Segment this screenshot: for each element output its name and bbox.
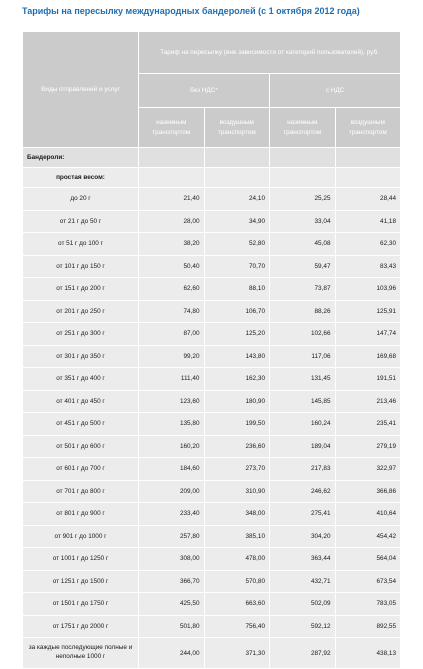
value-ground-vat: 189,04 — [270, 435, 336, 458]
table-row — [23, 593, 401, 616]
value-ground-vat: 45,08 — [270, 233, 336, 256]
section-label-parcels: Бандероли: — [23, 148, 139, 168]
header-with-vat: с НДС — [270, 74, 401, 108]
table-row — [23, 390, 401, 413]
header-ground-2: наземным транспортом — [270, 108, 336, 148]
value-ground-no-vat: 74,80 — [139, 300, 205, 323]
tariff-table — [22, 31, 401, 669]
value-ground-no-vat: 233,40 — [139, 503, 205, 526]
value-air-vat: 191,51 — [335, 368, 401, 391]
value-air-no-vat: 125,20 — [204, 323, 270, 346]
value-ground-no-vat: 160,20 — [139, 435, 205, 458]
row-label: от 1251 г до 1500 г — [23, 570, 139, 593]
value-air-vat: 103,96 — [335, 278, 401, 301]
value-air-vat: 366,86 — [335, 480, 401, 503]
table-row — [23, 233, 401, 256]
value-air-no-vat: 385,10 — [204, 525, 270, 548]
value-ground-no-vat: 244,00 — [139, 638, 205, 669]
row-label: от 201 г до 250 г — [23, 300, 139, 323]
value-ground-vat: 25,25 — [270, 188, 336, 211]
value-air-vat: 62,30 — [335, 233, 401, 256]
value-ground-no-vat: 87,00 — [139, 323, 205, 346]
value-ground-no-vat: 99,20 — [139, 345, 205, 368]
value-ground-no-vat: 28,00 — [139, 210, 205, 233]
value-ground-no-vat: 21,40 — [139, 188, 205, 211]
table-row — [23, 480, 401, 503]
value-air-no-vat: 199,50 — [204, 413, 270, 436]
row-label: от 701 г до 800 г — [23, 480, 139, 503]
value-ground-no-vat: 366,70 — [139, 570, 205, 593]
value-air-vat: 438,13 — [335, 638, 401, 669]
table-row — [23, 188, 401, 211]
value-air-no-vat: 143,80 — [204, 345, 270, 368]
row-label: от 301 г до 350 г — [23, 345, 139, 368]
value-ground-vat: 363,44 — [270, 548, 336, 571]
value-air-no-vat: 70,70 — [204, 255, 270, 278]
value-ground-vat: 304,20 — [270, 525, 336, 548]
value-ground-no-vat: 501,80 — [139, 615, 205, 638]
value-air-vat: 564,04 — [335, 548, 401, 571]
value-ground-vat: 88,26 — [270, 300, 336, 323]
value-ground-vat: 160,24 — [270, 413, 336, 436]
value-air-no-vat: 236,60 — [204, 435, 270, 458]
table-row — [23, 323, 401, 346]
table-row — [23, 548, 401, 571]
value-air-vat: 892,55 — [335, 615, 401, 638]
row-label: от 251 г до 300 г — [23, 323, 139, 346]
row-label: от 401 г до 450 г — [23, 390, 139, 413]
row-label: от 801 г до 900 г — [23, 503, 139, 526]
value-air-vat: 783,05 — [335, 593, 401, 616]
value-air-vat: 322,97 — [335, 458, 401, 481]
value-ground-vat: 131,45 — [270, 368, 336, 391]
header-air-2: воздушным транспортом — [335, 108, 401, 148]
row-label: до 20 г — [23, 188, 139, 211]
value-air-no-vat: 34,90 — [204, 210, 270, 233]
value-ground-no-vat: 209,00 — [139, 480, 205, 503]
value-air-no-vat: 162,30 — [204, 368, 270, 391]
section-label-simple: простая весом: — [23, 168, 139, 188]
row-label: от 1751 г до 2000 г — [23, 615, 139, 638]
row-label: от 21 г до 50 г — [23, 210, 139, 233]
table-row — [23, 458, 401, 481]
value-air-vat: 169,68 — [335, 345, 401, 368]
value-ground-vat: 102,66 — [270, 323, 336, 346]
value-ground-vat: 275,41 — [270, 503, 336, 526]
value-air-vat: 279,19 — [335, 435, 401, 458]
header-ground-1: наземным транспортом — [139, 108, 205, 148]
table-row — [23, 413, 401, 436]
table-row — [23, 345, 401, 368]
row-label: от 451 г до 500 г — [23, 413, 139, 436]
value-air-vat: 454,42 — [335, 525, 401, 548]
header-tariff: Тариф на пересылку (вне зависимости от категорий пользователей), руб. — [139, 32, 401, 74]
table-row — [23, 278, 401, 301]
value-ground-vat: 217,83 — [270, 458, 336, 481]
value-ground-vat: 117,06 — [270, 345, 336, 368]
value-air-no-vat: 180,90 — [204, 390, 270, 413]
table-row — [23, 638, 401, 669]
value-ground-vat: 502,09 — [270, 593, 336, 616]
value-ground-vat: 592,12 — [270, 615, 336, 638]
value-air-no-vat: 24,10 — [204, 188, 270, 211]
value-air-no-vat: 106,70 — [204, 300, 270, 323]
value-air-no-vat: 88,10 — [204, 278, 270, 301]
value-air-vat: 147,74 — [335, 323, 401, 346]
table-row — [23, 525, 401, 548]
value-ground-vat: 246,62 — [270, 480, 336, 503]
header-services: Виды отправлений и услуг — [23, 32, 139, 148]
value-air-vat: 213,46 — [335, 390, 401, 413]
row-label: от 1001 г до 1250 г — [23, 548, 139, 571]
value-air-vat: 125,91 — [335, 300, 401, 323]
value-air-no-vat: 371,30 — [204, 638, 270, 669]
value-ground-vat: 432,71 — [270, 570, 336, 593]
value-air-no-vat: 52,80 — [204, 233, 270, 256]
value-ground-vat: 73,87 — [270, 278, 336, 301]
value-ground-no-vat: 135,80 — [139, 413, 205, 436]
value-ground-no-vat: 257,80 — [139, 525, 205, 548]
row-label: от 351 г до 400 г — [23, 368, 139, 391]
value-air-no-vat: 273,70 — [204, 458, 270, 481]
row-label: от 1501 г до 1750 г — [23, 593, 139, 616]
value-ground-vat: 287,92 — [270, 638, 336, 669]
section-row-simple — [23, 168, 401, 188]
value-air-vat: 28,44 — [335, 188, 401, 211]
row-label: от 601 г до 700 г — [23, 458, 139, 481]
row-label: от 501 г до 600 г — [23, 435, 139, 458]
value-ground-vat: 59,47 — [270, 255, 336, 278]
table-row — [23, 210, 401, 233]
value-air-vat: 673,54 — [335, 570, 401, 593]
value-ground-no-vat: 123,60 — [139, 390, 205, 413]
value-air-no-vat: 663,60 — [204, 593, 270, 616]
table-row — [23, 570, 401, 593]
value-air-vat: 41,18 — [335, 210, 401, 233]
value-ground-no-vat: 308,00 — [139, 548, 205, 571]
value-ground-no-vat: 184,60 — [139, 458, 205, 481]
table-row — [23, 300, 401, 323]
value-air-no-vat: 348,00 — [204, 503, 270, 526]
value-ground-no-vat: 111,40 — [139, 368, 205, 391]
table-row — [23, 503, 401, 526]
value-ground-no-vat: 62,60 — [139, 278, 205, 301]
table-row — [23, 435, 401, 458]
value-air-no-vat: 478,00 — [204, 548, 270, 571]
row-label: за каждые последующие полные и неполные 1000 г — [23, 638, 139, 669]
table-row — [23, 255, 401, 278]
row-label: от 151 г до 200 г — [23, 278, 139, 301]
value-ground-no-vat: 50,40 — [139, 255, 205, 278]
row-label: от 51 г до 100 г — [23, 233, 139, 256]
value-air-no-vat: 570,80 — [204, 570, 270, 593]
value-air-no-vat: 756,40 — [204, 615, 270, 638]
header-air-1: воздушным транспортом — [204, 108, 270, 148]
page-title: Тарифы на пересылку международных бандеролей (с 1 октября 2012 года) — [22, 6, 360, 16]
section-row-parcels — [23, 148, 401, 168]
value-ground-no-vat: 425,50 — [139, 593, 205, 616]
table-row — [23, 368, 401, 391]
table-row — [23, 615, 401, 638]
value-air-vat: 83,43 — [335, 255, 401, 278]
value-ground-vat: 33,04 — [270, 210, 336, 233]
header-without-vat: без НДС* — [139, 74, 270, 108]
row-label: от 901 г до 1000 г — [23, 525, 139, 548]
row-label: от 101 г до 150 г — [23, 255, 139, 278]
value-air-vat: 410,64 — [335, 503, 401, 526]
value-air-no-vat: 310,90 — [204, 480, 270, 503]
value-air-vat: 235,41 — [335, 413, 401, 436]
value-ground-vat: 145,85 — [270, 390, 336, 413]
value-ground-no-vat: 38,20 — [139, 233, 205, 256]
